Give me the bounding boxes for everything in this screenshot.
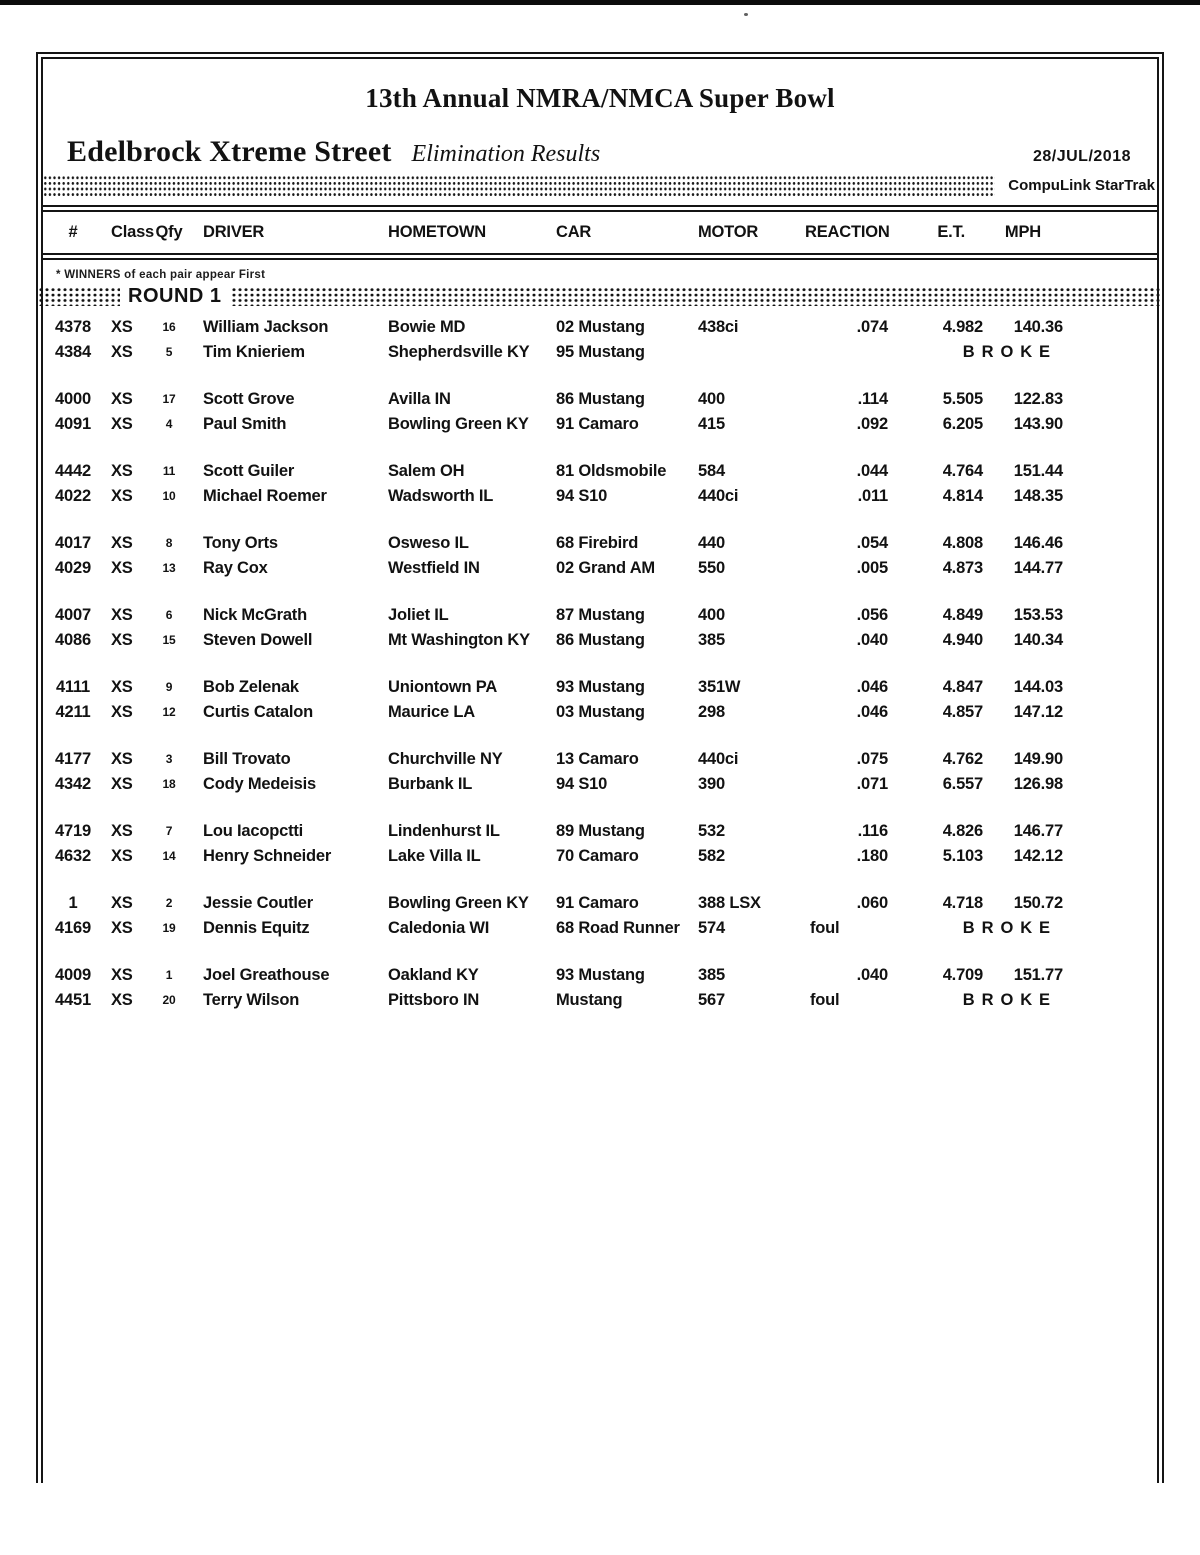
cell-qualify-position: 14 (162, 848, 176, 863)
cell-car: 02 Mustang (556, 318, 645, 336)
cell-qualify-position: 18 (162, 776, 176, 791)
col-header-hometown: HOMETOWN (388, 223, 487, 241)
page-title: 13th Annual NMRA/NMCA Super Bowl (365, 83, 835, 113)
cell-hometown: Lindenhurst IL (388, 822, 500, 840)
table-row (43, 315, 1071, 340)
cell-car-number: 4384 (55, 342, 91, 361)
dotted-fill (43, 175, 995, 197)
cell-driver-name: Cody Medeisis (203, 774, 316, 793)
elimination-pair (43, 963, 1157, 1012)
cell-mph: 126.98 (1013, 774, 1063, 793)
col-header-et: E.T. (937, 223, 965, 241)
cell-class: XS (111, 414, 133, 433)
cell-class: XS (111, 918, 133, 937)
cell-motor: 388 LSX (698, 894, 761, 912)
elimination-pair (43, 315, 1157, 364)
cell-reaction: foul (810, 918, 840, 937)
cell-qualify-position: 17 (162, 392, 176, 406)
cell-qualify-position: 15 (162, 632, 176, 647)
cell-reaction: foul (810, 990, 840, 1009)
event-date: 28/JUL/2018 (1032, 148, 1131, 165)
cell-car: 93 Mustang (556, 966, 645, 984)
cell-mph: 144.77 (1013, 558, 1063, 577)
table-row (43, 531, 1071, 556)
elimination-pair (43, 747, 1157, 796)
cell-elapsed-time: 4.808 (942, 534, 983, 552)
cell-car-number: 4111 (55, 678, 91, 696)
cell-mph: 148.35 (1013, 486, 1063, 505)
cell-motor: 298 (698, 702, 725, 721)
cell-class: XS (111, 774, 133, 793)
cell-class: XS (111, 822, 133, 840)
table-row (43, 387, 1071, 412)
cell-driver-name: Nick McGrath (203, 606, 307, 624)
table-row (43, 556, 1071, 581)
cell-car-number: 4378 (55, 318, 91, 336)
cell-class: XS (111, 534, 133, 552)
cell-class: XS (111, 630, 133, 649)
cell-elapsed-time: 4.857 (942, 702, 983, 721)
cell-mph: 144.03 (1013, 678, 1063, 696)
cell-car-number: 4719 (55, 822, 91, 840)
col-header-reaction: REACTION (805, 223, 890, 241)
cell-hometown: Pittsboro IN (388, 990, 480, 1009)
cell-class: XS (111, 390, 133, 408)
cell-reaction: .044 (856, 462, 888, 480)
elimination-pair (43, 531, 1157, 580)
cell-reaction: .071 (856, 774, 888, 793)
cell-car-number: 4029 (55, 558, 91, 577)
cell-elapsed-time: 4.940 (942, 630, 983, 649)
table-row (43, 844, 1071, 869)
cell-class: XS (111, 486, 133, 505)
col-header-motor: MOTOR (698, 223, 759, 241)
cell-car: 70 Camaro (556, 846, 639, 865)
cell-class: XS (111, 606, 133, 624)
elimination-pair (43, 603, 1157, 652)
cell-qualify-position: 10 (162, 488, 176, 503)
cell-driver-name: Tim Knieriem (203, 342, 305, 361)
cell-driver-name: William Jackson (203, 318, 329, 336)
cell-car-number: 4211 (55, 702, 91, 721)
cell-broke-result: BROKE (962, 342, 1057, 361)
cell-driver-name: Scott Grove (203, 390, 295, 408)
elimination-pair (43, 459, 1157, 508)
cell-elapsed-time: 4.847 (942, 678, 983, 696)
cell-qualify-position: 4 (165, 416, 173, 431)
table-row (43, 675, 1071, 700)
cell-class: XS (111, 318, 133, 336)
table-row (43, 340, 1071, 365)
cell-hometown: Oakland KY (388, 966, 479, 984)
elimination-pair (43, 819, 1157, 868)
table-row (43, 412, 1071, 437)
cell-elapsed-time: 4.849 (942, 606, 983, 624)
cell-mph: 150.72 (1013, 894, 1063, 912)
cell-car-number: 4086 (55, 630, 91, 649)
round-1-banner (43, 284, 1157, 308)
cell-hometown: Lake Villa IL (388, 846, 481, 865)
cell-car: 02 Grand AM (556, 558, 655, 577)
cell-car-number: 4022 (55, 486, 91, 505)
cell-class: XS (111, 702, 133, 721)
cell-driver-name: Jessie Coutler (203, 894, 314, 912)
cell-car-number: 4000 (55, 390, 91, 408)
cell-driver-name: Tony Orts (203, 534, 278, 552)
table-row (43, 819, 1071, 844)
cell-car: 95 Mustang (556, 342, 645, 361)
cell-hometown: Bowie MD (388, 318, 466, 336)
cell-mph: 140.34 (1013, 630, 1063, 649)
cell-motor: 351W (698, 678, 741, 696)
cell-reaction: .074 (856, 318, 888, 336)
cell-mph: 146.46 (1013, 534, 1063, 552)
cell-driver-name: Scott Guiler (203, 462, 295, 480)
results-sheet (36, 52, 1164, 1483)
col-header-mph: MPH (1004, 223, 1041, 241)
report-subheader (43, 135, 1157, 169)
cell-hometown: Uniontown PA (388, 678, 498, 696)
cell-elapsed-time: 4.762 (942, 750, 983, 768)
cell-class: XS (111, 894, 133, 912)
cell-elapsed-time: 6.205 (942, 414, 983, 433)
cell-car: 81 Oldsmobile (556, 462, 667, 480)
cell-hometown: Westfield IN (388, 558, 480, 577)
cell-car-number: 4342 (55, 774, 91, 793)
elimination-pair (43, 675, 1157, 724)
cell-motor: 550 (698, 558, 725, 577)
cell-car-number: 4442 (55, 462, 91, 480)
col-header-number: # (68, 223, 78, 241)
column-header-row (43, 212, 1071, 253)
cell-car: 91 Camaro (556, 894, 639, 912)
table-row (43, 484, 1071, 509)
cell-class: XS (111, 342, 133, 361)
cell-driver-name: Paul Smith (203, 414, 287, 433)
cell-motor (689, 340, 805, 365)
cell-mph: 142.12 (1013, 846, 1063, 865)
cell-car: 86 Mustang (556, 390, 645, 408)
col-header-driver: DRIVER (203, 223, 265, 241)
results-rows (43, 315, 1157, 1012)
scan-edge-artifact (0, 0, 1200, 5)
cell-driver-name: Steven Dowell (203, 630, 313, 649)
cell-hometown: Mt Washington KY (388, 630, 530, 649)
winners-note: * WINNERS of each pair appear First (56, 269, 266, 281)
cell-hometown: Avilla IN (388, 390, 451, 408)
cell-motor: 440 (698, 534, 725, 552)
cell-mph: 147.12 (1013, 702, 1063, 721)
cell-hometown: Churchville NY (388, 750, 503, 768)
cell-motor: 582 (698, 846, 725, 865)
cell-qualify-position: 7 (165, 824, 173, 838)
cell-driver-name: Terry Wilson (203, 990, 300, 1009)
report-type-label: Elimination Results (411, 141, 601, 167)
cell-hometown: Maurice LA (388, 702, 475, 721)
cell-qualify-position: 1 (165, 968, 173, 982)
round-label: ROUND 1 (128, 284, 222, 307)
cell-elapsed-time: 4.826 (942, 822, 983, 840)
cell-driver-name: Bill Trovato (203, 750, 291, 768)
round-banner-dots-right (231, 287, 1162, 306)
cell-elapsed-time: 4.873 (942, 558, 983, 577)
cell-driver-name: Ray Cox (203, 558, 268, 577)
cell-driver-name: Joel Greathouse (203, 966, 330, 984)
cell-qualify-position: 9 (165, 680, 173, 694)
table-row (43, 603, 1071, 628)
cell-reaction: .060 (856, 894, 888, 912)
cell-car-number: 4017 (55, 534, 91, 552)
cell-car-number: 4091 (55, 414, 91, 433)
cell-car: 93 Mustang (556, 678, 645, 696)
cell-car: 03 Mustang (556, 702, 645, 721)
cell-car: 91 Camaro (556, 414, 639, 433)
cell-elapsed-time: 4.709 (942, 966, 983, 984)
cell-elapsed-time: 4.814 (942, 486, 983, 505)
cell-elapsed-time: 4.718 (942, 894, 983, 912)
elimination-pair (43, 891, 1157, 940)
cell-car-number: 4009 (55, 966, 91, 984)
cell-driver-name: Michael Roemer (203, 486, 327, 505)
cell-qualify-position: 3 (165, 752, 173, 766)
cell-reaction: .180 (856, 846, 888, 865)
cell-car: 68 Firebird (556, 534, 639, 552)
cell-qualify-position: 12 (162, 704, 176, 719)
cell-hometown: Caledonia WI (388, 918, 490, 937)
cell-car: 94 S10 (556, 774, 608, 793)
cell-motor: 532 (698, 822, 725, 840)
table-row (43, 916, 1071, 941)
cell-class: XS (111, 990, 133, 1009)
cell-hometown: Wadsworth IL (388, 486, 494, 505)
cell-broke-result: BROKE (962, 990, 1057, 1009)
cell-qualify-position: 6 (165, 608, 173, 622)
table-row (43, 963, 1071, 988)
round-banner-dots-left (38, 287, 120, 306)
timing-system-label: CompuLink StarTrak (1008, 177, 1155, 194)
cell-qualify-position: 8 (165, 536, 173, 550)
cell-mph: 151.77 (1013, 966, 1063, 984)
cell-class: XS (111, 678, 133, 696)
cell-elapsed-time: 5.505 (942, 390, 983, 408)
cell-motor: 567 (698, 990, 725, 1009)
cell-car-number: 4169 (55, 918, 91, 937)
cell-qualify-position: 20 (162, 992, 176, 1007)
cell-car: Mustang (556, 990, 623, 1009)
cell-car-number: 4007 (55, 606, 91, 624)
cell-motor: 385 (698, 966, 725, 984)
table-row (43, 628, 1071, 653)
table-row (43, 988, 1071, 1013)
cell-motor: 438ci (698, 318, 739, 336)
cell-motor: 584 (698, 462, 725, 480)
cell-motor: 385 (698, 630, 725, 649)
double-rule-bottom (43, 253, 1157, 260)
cell-qualify-position: 2 (165, 896, 173, 910)
cell-class: XS (111, 750, 133, 768)
cell-car: 94 S10 (556, 486, 608, 505)
cell-driver-name: Bob Zelenak (203, 678, 299, 696)
scan-speck (744, 13, 748, 16)
cell-reaction: .040 (856, 630, 888, 649)
cell-hometown: Osweso IL (388, 534, 469, 552)
cell-mph: 153.53 (1013, 606, 1063, 624)
cell-car: 87 Mustang (556, 606, 645, 624)
cell-reaction: .011 (857, 486, 888, 505)
cell-motor: 400 (698, 606, 725, 624)
cell-motor: 440ci (698, 750, 739, 768)
cell-reaction: .056 (856, 606, 888, 624)
cell-car-number: 4451 (55, 990, 91, 1009)
cell-hometown: Salem OH (388, 462, 465, 480)
cell-motor: 390 (698, 774, 725, 793)
cell-motor: 415 (698, 414, 725, 433)
cell-reaction (805, 340, 895, 365)
cell-car-number: 4632 (55, 846, 91, 865)
cell-qualify-position: 16 (162, 320, 176, 334)
cell-mph: 146.77 (1013, 822, 1063, 840)
cell-reaction: .054 (856, 534, 888, 552)
cell-hometown: Burbank IL (388, 774, 473, 793)
cell-driver-name: Curtis Catalon (203, 702, 313, 721)
cell-car-number: 4177 (55, 750, 91, 768)
double-rule-top (43, 205, 1157, 212)
table-row (43, 747, 1071, 772)
cell-reaction: .116 (857, 822, 888, 840)
cell-broke-result: BROKE (962, 918, 1057, 937)
cell-elapsed-time: 6.557 (942, 774, 983, 793)
table-row (43, 459, 1071, 484)
cell-motor: 574 (698, 918, 725, 937)
event-class-name: Edelbrock Xtreme Street (67, 135, 392, 168)
cell-reaction: .092 (856, 414, 888, 433)
table-row (43, 700, 1071, 725)
col-header-car: CAR (556, 223, 592, 241)
cell-qualify-position: 13 (162, 560, 176, 575)
table-row (43, 772, 1071, 797)
cell-reaction: .046 (856, 702, 888, 721)
cell-elapsed-time: 4.764 (942, 462, 983, 480)
col-header-qfy: Qfy (155, 223, 183, 241)
cell-elapsed-time: 5.103 (942, 846, 983, 865)
cell-reaction: .046 (856, 678, 888, 696)
col-header-class: Class (111, 223, 155, 241)
cell-mph: 143.90 (1013, 414, 1063, 433)
elimination-pair (43, 387, 1157, 436)
cell-motor: 440ci (698, 486, 739, 505)
cell-mph: 149.90 (1013, 750, 1063, 768)
cell-car-number: 1 (68, 894, 78, 912)
cell-mph: 140.36 (1013, 318, 1063, 336)
cell-driver-name: Lou Iacopctti (203, 822, 304, 840)
cell-car: 68 Road Runner (556, 918, 680, 937)
cell-qualify-position: 11 (162, 464, 176, 478)
cell-reaction: .005 (856, 558, 888, 577)
cell-hometown: Shepherdsville KY (388, 342, 530, 361)
cell-mph: 122.83 (1013, 390, 1063, 408)
cell-class: XS (111, 558, 133, 577)
cell-car: 89 Mustang (556, 822, 645, 840)
cell-car: 13 Camaro (556, 750, 639, 768)
cell-driver-name: Henry Schneider (203, 846, 332, 865)
cell-class: XS (111, 462, 133, 480)
cell-class: XS (111, 966, 133, 984)
cell-car: 86 Mustang (556, 630, 645, 649)
cell-hometown: Bowling Green KY (388, 894, 529, 912)
cell-hometown: Joliet IL (388, 606, 449, 624)
table-row (43, 891, 1071, 916)
cell-reaction: .114 (857, 390, 888, 408)
cell-hometown: Bowling Green KY (388, 414, 529, 433)
cell-mph: 151.44 (1013, 462, 1063, 480)
cell-qualify-position: 19 (162, 920, 176, 935)
cell-class: XS (111, 846, 133, 865)
cell-motor: 400 (698, 390, 725, 408)
cell-reaction: .075 (856, 750, 888, 768)
cell-reaction: .040 (856, 966, 888, 984)
cell-driver-name: Dennis Equitz (203, 918, 310, 937)
dotted-separator-band (43, 174, 1157, 198)
cell-qualify-position: 5 (165, 344, 173, 359)
cell-elapsed-time: 4.982 (942, 318, 983, 336)
